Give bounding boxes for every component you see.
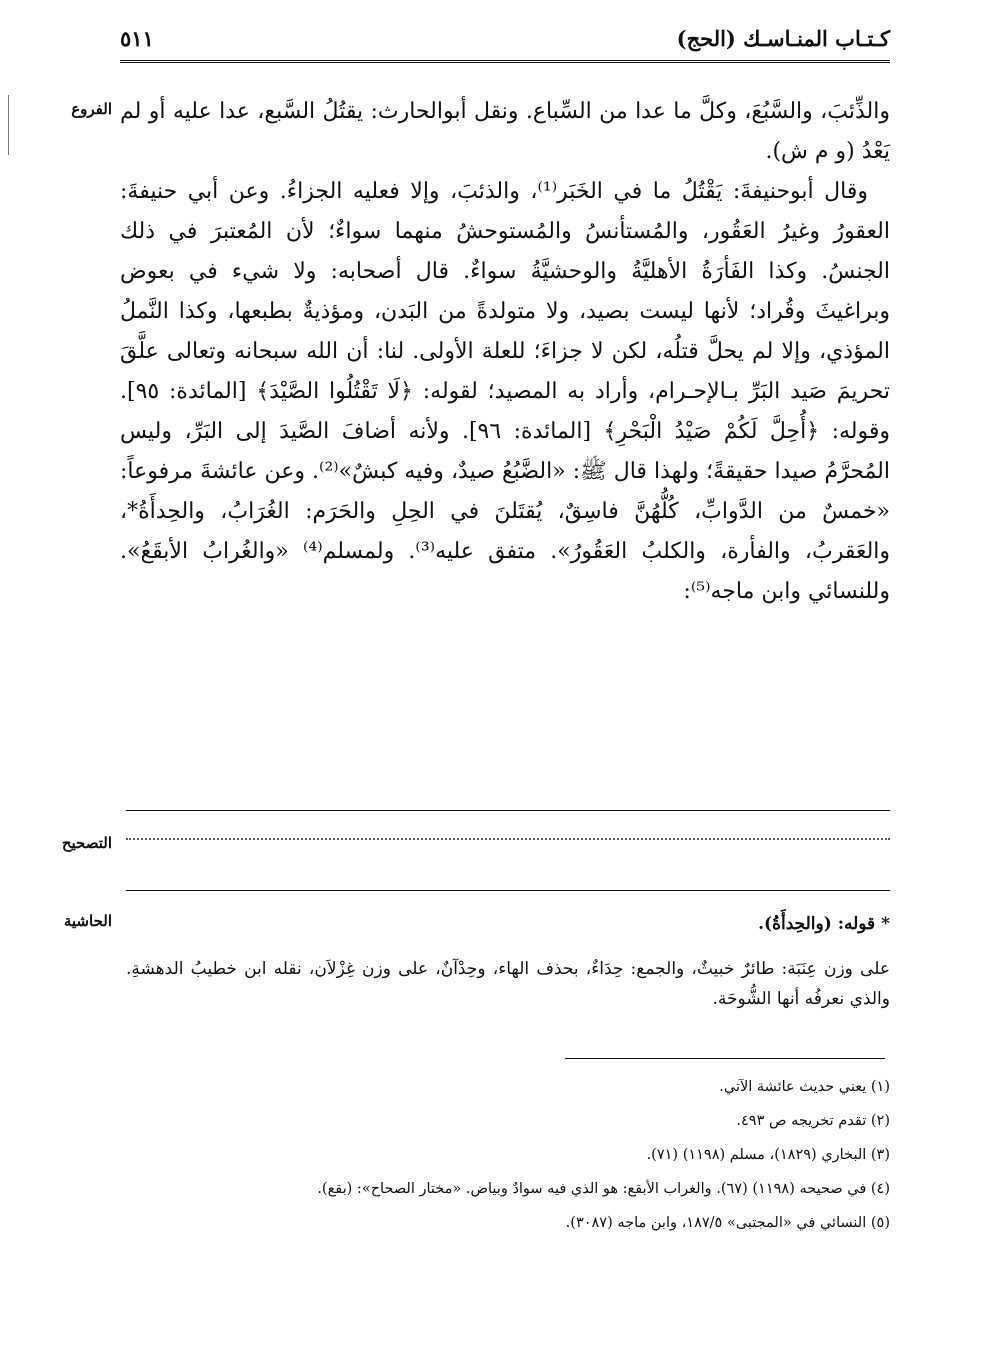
footnote-rule — [565, 1058, 885, 1059]
section-rule-top — [126, 810, 890, 811]
footnote-1: (١) يعني حديث عائشة الآتي. — [719, 1079, 890, 1095]
footnote-3: (٣) البخاري (١٨٢٩)، مسلم (١١٩٨) (٧١). — [646, 1147, 890, 1163]
footnote-4: (٤) في صحيحه (١١٩٨) (٦٧). والغراب الأبقع: هو الذي فيه سوادٌ وبياض. «مختار الصحاح»: (بقع). — [317, 1181, 890, 1197]
side-label-hashiya: الحاشية — [63, 912, 112, 930]
page-header — [120, 24, 890, 64]
main-text — [120, 92, 890, 612]
hashiya-heading: * قوله: (والحِدأَةُ). — [758, 914, 890, 934]
main-paragraph-2: وقال أبوحنيفةَ: يَقْتُلُ ما في الخَبَر⁽¹⁾، والذئبَ، وإلا فعليه الجزاءُ. وعن أبي حنيفةَ: العقورُ وغيرُ العَقُور، والمُستأنسُ والمُستوحشُ منهما سواءٌ؛ لأن المُعتبرَ في ذلك الجنسُ. وكذا الفَأرَةُ الأهليَّةُ والوحشيَّةُ سواءٌ. قال أصحابه: ولا شيء في بعوض وبراغيثَ وقُراد؛ لأنها ليست بصيد، ولا متولدةً من البَدن، ومؤذيةٌ بطبعها، وكذا النَّملُ المؤذي، وإلا لم يحلَّ قتلُه، لكن لا جزاءَ؛ للعلة الأولى. لنا: أن الله سبحانه وتعالى علَّقَ تحريمَ صَيد البَرِّ بـالإحـرام، وأراد به المصيد؛ لقوله: ﴿لَا تَقْتُلُوا الصَّيْدَ﴾ [المائدة: ٩٥]. وقوله: ﴿أُحِلَّ لَكُمْ صَيْدُ الْبَحْرِ﴾ [المائدة: ٩٦]. ولأنه أضافَ الصَّيدَ إلى البَرِّ، وليس المُحرَّمُ صيدا حقيقةً؛ ولهذا قال ﷺ: «الضَّبُعُ صيدٌ، وفيه كبشٌ»⁽²⁾. وعن عائشةَ مرفوعاً: «خمسٌ من الدَّوابِّ، كُلُّهُنَّ فاسِقٌ، يُقتَلنَ في الحِلِ والحَرَم: الغُرَابُ، والحِدأَةُ*، والعَقربُ، والفأرة، والكلبُ العَقُورُ». متفق عليه⁽³⁾. ولمسلم⁽⁴⁾ «والغُرابُ الأبقَعُ». وللنسائي وابن ماجه⁽⁵⁾: — [120, 179, 891, 604]
scan-edge-line — [8, 95, 9, 155]
footnote-5: (٥) النسائي في «المجتبى» ١٨٧/٥، وابن ماجه (٣٠٨٧). — [565, 1215, 890, 1231]
running-title: كـتـاب المنـاسـك (الحج) — [676, 26, 890, 51]
side-label-furu: الفروع — [71, 100, 112, 118]
page-number: ٥١١ — [120, 26, 154, 51]
header-rule — [120, 60, 890, 63]
main-paragraph-1: والذِّئبَ، والسَّبُعَ، وكلَّ ما عدا من السِّباع. ونقل أبوالحارث: يقتُلُ السَّبع، عدا عليه أو لم يَعْدُ (و م ش). — [120, 99, 890, 164]
section-rule-bottom — [126, 890, 890, 891]
hashiya-section — [126, 914, 890, 1014]
footnotes — [120, 1070, 890, 1240]
side-label-tashih: التصحيح — [61, 834, 112, 852]
hashiya-text: على وزن عِنَبَة: طائرٌ خبيثٌ، والجمع: حِدَاءٌ، بحذف الهاء، وحِدْآنٌ، على وزن غِزْلاَن، نقله ابن خطيبُ الدهشةِ. والذي نعرفُه أنها الشُّوحَة. — [126, 959, 890, 1009]
footnote-2: (٢) تقدم تخريجه ص ٤٩٣. — [736, 1113, 890, 1129]
tashih-dotted-line — [126, 838, 890, 840]
